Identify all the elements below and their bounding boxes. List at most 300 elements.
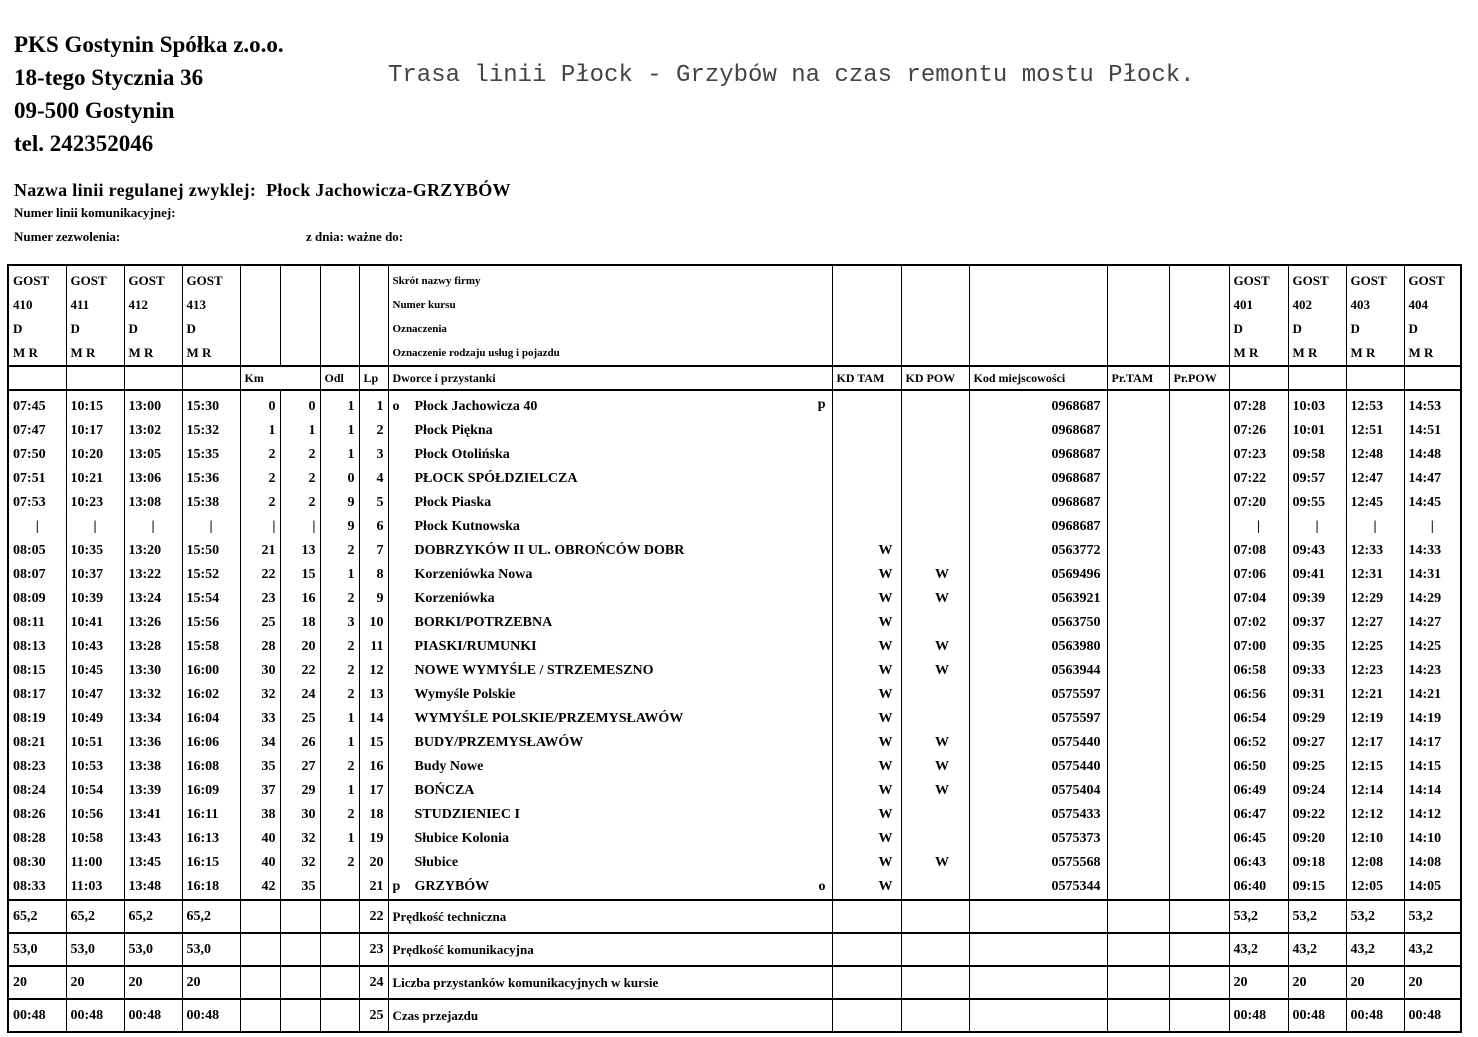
- km-value: 2: [240, 443, 280, 467]
- odl-value: 1: [320, 827, 359, 851]
- stop-name: Płock Piaska: [414, 495, 492, 510]
- course-header-type: M R: [1346, 341, 1404, 366]
- summary-value: 20: [1229, 966, 1288, 999]
- summary-label: Prędkość komunikacyjna: [388, 933, 832, 966]
- kd-pow-value: W: [901, 635, 969, 659]
- departure-time: 13:34: [124, 707, 182, 731]
- empty-cell: [320, 341, 359, 366]
- kod-value: 0968687: [969, 443, 1107, 467]
- empty-cell: [1169, 779, 1229, 803]
- kd-tam-header: KD TAM: [832, 366, 901, 390]
- empty-cell: [320, 933, 359, 966]
- empty-cell: [1107, 515, 1169, 539]
- km-value: 29: [280, 779, 320, 803]
- table-row: [8, 563, 1461, 587]
- stop-name: Korzeniówka Nowa: [414, 567, 533, 582]
- arrival-time: |: [1346, 515, 1404, 539]
- empty-cell: [1169, 683, 1229, 707]
- empty-cell: [280, 933, 320, 966]
- empty-cell: [1346, 366, 1404, 390]
- km-value: 2: [240, 491, 280, 515]
- empty-cell: [1107, 539, 1169, 563]
- summary-lp: 23: [359, 933, 388, 966]
- kd-pow-value: W: [901, 563, 969, 587]
- empty-cell: [359, 341, 388, 366]
- summary-value: 53,0: [182, 933, 240, 966]
- course-header-course: 402: [1288, 293, 1346, 317]
- arrival-time: 14:23: [1404, 659, 1461, 683]
- arrival-time: 09:57: [1288, 467, 1346, 491]
- arrival-time: 12:05: [1346, 875, 1404, 900]
- empty-cell: [901, 265, 969, 293]
- summary-lp: 24: [359, 966, 388, 999]
- stop-name-cell: [388, 827, 832, 851]
- stop-name: DOBRZYKÓW II UL. OBROŃCÓW DOBR: [414, 543, 685, 558]
- stop-name-cell: [388, 875, 832, 900]
- kod-value: 0569496: [969, 563, 1107, 587]
- stop-name: Korzeniówka: [414, 591, 495, 606]
- arrival-time: 09:43: [1288, 539, 1346, 563]
- arrival-time: 06:43: [1229, 851, 1288, 875]
- empty-cell: [280, 265, 320, 293]
- stop-name-cell: [388, 659, 832, 683]
- kd-tam-value: W: [832, 635, 901, 659]
- course-header-type: M R: [124, 341, 182, 366]
- empty-cell: [1107, 390, 1169, 419]
- summary-row: [8, 900, 1461, 933]
- stop-name: NOWE WYMYŚLE / STRZEMESZNO: [414, 663, 654, 678]
- lp-value: 3: [359, 443, 388, 467]
- lp-value: 8: [359, 563, 388, 587]
- kd-tam-value: W: [832, 803, 901, 827]
- odl-value: 1: [320, 443, 359, 467]
- km-value: 2: [280, 491, 320, 515]
- header-row-firm: [8, 265, 1461, 293]
- kd-pow-value: W: [901, 731, 969, 755]
- line-name-row: [14, 180, 521, 201]
- empty-cell: [1229, 366, 1288, 390]
- empty-cell: [280, 900, 320, 933]
- summary-value: 20: [66, 966, 124, 999]
- empty-cell: [280, 317, 320, 341]
- departure-time: 15:36: [182, 467, 240, 491]
- lp-value: 13: [359, 683, 388, 707]
- table-row: [8, 390, 1461, 419]
- empty-cell: [1169, 659, 1229, 683]
- departure-time: 10:21: [66, 467, 124, 491]
- empty-cell: [1107, 707, 1169, 731]
- empty-cell: [240, 933, 280, 966]
- empty-cell: [1107, 933, 1169, 966]
- departure-time: 13:08: [124, 491, 182, 515]
- arrival-time: 09:27: [1288, 731, 1346, 755]
- stop-name: Płock Piękna: [414, 423, 493, 438]
- course-header-type: M R: [1288, 341, 1346, 366]
- summary-label: Liczba przystanków komunikacyjnych w kursie: [388, 966, 832, 999]
- kod-value: 0968687: [969, 467, 1107, 491]
- kd-pow-value: W: [901, 755, 969, 779]
- km-value: 26: [280, 731, 320, 755]
- summary-value: 00:48: [1346, 999, 1404, 1032]
- stop-name: STUDZIENIEC I: [414, 807, 520, 822]
- kod-value: 0575404: [969, 779, 1107, 803]
- lp-value: 11: [359, 635, 388, 659]
- empty-cell: [1107, 875, 1169, 900]
- departure-time: 10:51: [66, 731, 124, 755]
- company-street: 18-tego Stycznia 36: [14, 65, 204, 90]
- course-header-mark: D: [8, 317, 66, 341]
- empty-cell: [240, 999, 280, 1032]
- stop-name-cell: [388, 635, 832, 659]
- kd-tam-value: [832, 467, 901, 491]
- departure-time: 10:53: [66, 755, 124, 779]
- stop-name-cell: [388, 731, 832, 755]
- km-value: 15: [280, 563, 320, 587]
- summary-value: 00:48: [1229, 999, 1288, 1032]
- table-row: [8, 851, 1461, 875]
- departure-time: 08:07: [8, 563, 66, 587]
- arrival-time: 14:15: [1404, 755, 1461, 779]
- lp-value: 20: [359, 851, 388, 875]
- arrival-time: 14:33: [1404, 539, 1461, 563]
- empty-cell: [901, 999, 969, 1032]
- arrival-time: 06:45: [1229, 827, 1288, 851]
- company-address: [14, 28, 284, 160]
- company-city: 09-500 Gostynin: [14, 98, 175, 123]
- stop-name: GRZYBÓW: [414, 879, 490, 894]
- table-row: [8, 779, 1461, 803]
- stop-marker: o: [392, 399, 400, 414]
- course-header-course: 404: [1404, 293, 1461, 317]
- kod-value: 0563980: [969, 635, 1107, 659]
- kod-value: 0563944: [969, 659, 1107, 683]
- table-row: [8, 515, 1461, 539]
- header-row-type: [8, 341, 1461, 366]
- kd-tam-value: W: [832, 827, 901, 851]
- summary-value: 53,0: [8, 933, 66, 966]
- empty-cell: [1169, 491, 1229, 515]
- kod-value: 0575440: [969, 731, 1107, 755]
- departure-time: 08:09: [8, 587, 66, 611]
- empty-cell: [1169, 755, 1229, 779]
- odl-value: 2: [320, 539, 359, 563]
- arrival-time: 09:22: [1288, 803, 1346, 827]
- line-info: [14, 180, 521, 249]
- lp-header: Lp: [359, 366, 388, 390]
- arrival-time: 06:52: [1229, 731, 1288, 755]
- arrival-time: 12:14: [1346, 779, 1404, 803]
- empty-cell: [1107, 779, 1169, 803]
- header-label-type: Oznaczenie rodzaju usług i pojazdu: [388, 341, 832, 366]
- empty-cell: [320, 265, 359, 293]
- table-row: [8, 731, 1461, 755]
- departure-time: 13:32: [124, 683, 182, 707]
- departure-time: 08:13: [8, 635, 66, 659]
- arrival-time: 09:35: [1288, 635, 1346, 659]
- empty-cell: [832, 317, 901, 341]
- empty-cell: [1107, 443, 1169, 467]
- arrival-time: 12:48: [1346, 443, 1404, 467]
- departure-time: |: [8, 515, 66, 539]
- departure-time: 13:28: [124, 635, 182, 659]
- stop-name-cell: [388, 443, 832, 467]
- departure-time: 08:19: [8, 707, 66, 731]
- arrival-time: 09:33: [1288, 659, 1346, 683]
- kod-value: 0575433: [969, 803, 1107, 827]
- kd-tam-value: W: [832, 875, 901, 900]
- kd-pow-header: KD POW: [901, 366, 969, 390]
- km-value: 22: [240, 563, 280, 587]
- departure-time: 13:24: [124, 587, 182, 611]
- km-header: Km: [240, 366, 320, 390]
- arrival-time: 12:17: [1346, 731, 1404, 755]
- arrival-time: |: [1288, 515, 1346, 539]
- course-header-firm: GOST: [1346, 265, 1404, 293]
- kd-pow-value: [901, 467, 969, 491]
- course-header-firm: GOST: [124, 265, 182, 293]
- empty-cell: [1169, 999, 1229, 1032]
- arrival-time: 07:06: [1229, 563, 1288, 587]
- course-header-firm: GOST: [66, 265, 124, 293]
- table-row: [8, 419, 1461, 443]
- empty-cell: [1169, 293, 1229, 317]
- course-header-firm: GOST: [1229, 265, 1288, 293]
- lp-value: 4: [359, 467, 388, 491]
- km-value: 28: [240, 635, 280, 659]
- kd-tam-value: W: [832, 707, 901, 731]
- empty-cell: [1169, 966, 1229, 999]
- lp-value: 2: [359, 419, 388, 443]
- arrival-time: |: [1404, 515, 1461, 539]
- arrival-time: 09:18: [1288, 851, 1346, 875]
- summary-value: 00:48: [1288, 999, 1346, 1032]
- departure-time: 08:11: [8, 611, 66, 635]
- kd-pow-value: W: [901, 851, 969, 875]
- kd-tam-value: W: [832, 683, 901, 707]
- kd-tam-value: W: [832, 587, 901, 611]
- table-row: [8, 467, 1461, 491]
- empty-cell: [240, 317, 280, 341]
- table-row: [8, 827, 1461, 851]
- km-value: 2: [280, 443, 320, 467]
- arrival-time: 12:25: [1346, 635, 1404, 659]
- odl-value: [320, 875, 359, 900]
- kd-pow-value: [901, 827, 969, 851]
- km-value: 18: [280, 611, 320, 635]
- kd-pow-value: [901, 611, 969, 635]
- empty-cell: [1107, 293, 1169, 317]
- arrival-time: 07:04: [1229, 587, 1288, 611]
- odl-value: 9: [320, 515, 359, 539]
- arrival-time: 06:54: [1229, 707, 1288, 731]
- empty-cell: [1169, 587, 1229, 611]
- empty-cell: [1107, 659, 1169, 683]
- table-row: [8, 491, 1461, 515]
- arrival-time: 12:31: [1346, 563, 1404, 587]
- summary-row: [8, 933, 1461, 966]
- summary-row: [8, 999, 1461, 1032]
- departure-time: 10:17: [66, 419, 124, 443]
- empty-cell: [1169, 539, 1229, 563]
- summary-value: 53,2: [1346, 900, 1404, 933]
- kd-tam-value: W: [832, 539, 901, 563]
- course-header-type: M R: [1404, 341, 1461, 366]
- arrival-time: 07:08: [1229, 539, 1288, 563]
- km-value: 1: [280, 419, 320, 443]
- kod-value: 0575597: [969, 683, 1107, 707]
- odl-value: 0: [320, 467, 359, 491]
- pr-tam-header: Pr.TAM: [1107, 366, 1169, 390]
- course-header-firm: GOST: [1288, 265, 1346, 293]
- kd-pow-value: [901, 875, 969, 900]
- km-value: 40: [240, 827, 280, 851]
- summary-row: [8, 966, 1461, 999]
- km-value: 33: [240, 707, 280, 731]
- empty-cell: [359, 317, 388, 341]
- departure-time: 10:56: [66, 803, 124, 827]
- timetable: [7, 264, 1462, 1033]
- odl-value: 2: [320, 803, 359, 827]
- departure-time: 10:15: [66, 390, 124, 419]
- summary-lp: 22: [359, 900, 388, 933]
- km-value: 27: [280, 755, 320, 779]
- odl-value: 2: [320, 635, 359, 659]
- empty-cell: [969, 341, 1107, 366]
- empty-cell: [1169, 900, 1229, 933]
- stop-name-cell: [388, 563, 832, 587]
- arrival-time: 12:08: [1346, 851, 1404, 875]
- arrival-time: 06:56: [1229, 683, 1288, 707]
- departure-time: 08:17: [8, 683, 66, 707]
- course-header-type: M R: [66, 341, 124, 366]
- stop-name-cell: [388, 390, 832, 419]
- departure-time: 13:39: [124, 779, 182, 803]
- empty-cell: [832, 999, 901, 1032]
- departure-time: 16:06: [182, 731, 240, 755]
- lp-value: 1: [359, 390, 388, 419]
- empty-cell: [1107, 900, 1169, 933]
- kd-pow-value: [901, 443, 969, 467]
- departure-time: 08:15: [8, 659, 66, 683]
- stop-name-cell: [388, 539, 832, 563]
- summary-label: Czas przejazdu: [388, 999, 832, 1032]
- km-value: |: [240, 515, 280, 539]
- empty-cell: [901, 966, 969, 999]
- arrival-time: 06:40: [1229, 875, 1288, 900]
- table-row: [8, 611, 1461, 635]
- departure-time: 16:18: [182, 875, 240, 900]
- header-label-mark: Oznaczenia: [388, 317, 832, 341]
- arrival-time: 14:45: [1404, 491, 1461, 515]
- timetable-body: [8, 265, 1461, 1032]
- km-value: 30: [280, 803, 320, 827]
- course-header-course: 401: [1229, 293, 1288, 317]
- departure-time: 13:22: [124, 563, 182, 587]
- stop-name-cell: [388, 515, 832, 539]
- empty-cell: [1107, 317, 1169, 341]
- stop-marker: p: [392, 879, 401, 894]
- stop-name: PŁOCK SPÓŁDZIELCZA: [414, 471, 578, 486]
- arrival-time: 06:58: [1229, 659, 1288, 683]
- kd-pow-value: [901, 683, 969, 707]
- empty-cell: [1169, 390, 1229, 419]
- empty-cell: [8, 366, 66, 390]
- kod-header: Kod miejscowości: [969, 366, 1107, 390]
- km-value: 38: [240, 803, 280, 827]
- lp-value: 6: [359, 515, 388, 539]
- lp-value: 5: [359, 491, 388, 515]
- summary-value: 00:48: [8, 999, 66, 1032]
- course-header-mark: D: [1229, 317, 1288, 341]
- arrival-time: 07:20: [1229, 491, 1288, 515]
- stop-name: Wymyśle Polskie: [414, 687, 516, 702]
- km-value: 32: [280, 851, 320, 875]
- km-value: 16: [280, 587, 320, 611]
- arrival-time: 12:51: [1346, 419, 1404, 443]
- departure-time: 13:30: [124, 659, 182, 683]
- summary-value: 43,2: [1346, 933, 1404, 966]
- odl-value: 1: [320, 779, 359, 803]
- kd-pow-value: [901, 539, 969, 563]
- summary-value: 53,2: [1288, 900, 1346, 933]
- arrival-time: 14:47: [1404, 467, 1461, 491]
- stop-name: Słubice Kolonia: [414, 831, 510, 846]
- pr-pow-header: Pr.POW: [1169, 366, 1229, 390]
- kod-value: 0968687: [969, 491, 1107, 515]
- empty-cell: [832, 265, 901, 293]
- kd-tam-value: W: [832, 611, 901, 635]
- empty-cell: [320, 966, 359, 999]
- empty-cell: [1107, 635, 1169, 659]
- course-header-course: 412: [124, 293, 182, 317]
- kd-tam-value: [832, 491, 901, 515]
- departure-time: 10:35: [66, 539, 124, 563]
- arrival-time: 14:31: [1404, 563, 1461, 587]
- empty-cell: [1107, 966, 1169, 999]
- empty-cell: [66, 366, 124, 390]
- empty-cell: [240, 341, 280, 366]
- empty-cell: [240, 265, 280, 293]
- empty-cell: [280, 999, 320, 1032]
- arrival-time: 06:47: [1229, 803, 1288, 827]
- arrival-time: 07:22: [1229, 467, 1288, 491]
- arrival-time: 07:23: [1229, 443, 1288, 467]
- arrival-time: 14:25: [1404, 635, 1461, 659]
- stop-name-cell: [388, 419, 832, 443]
- departure-time: 08:23: [8, 755, 66, 779]
- empty-cell: [1169, 317, 1229, 341]
- summary-value: 20: [1346, 966, 1404, 999]
- km-value: 25: [240, 611, 280, 635]
- departure-time: 08:21: [8, 731, 66, 755]
- departure-time: 08:05: [8, 539, 66, 563]
- table-row: [8, 755, 1461, 779]
- course-header-type: M R: [8, 341, 66, 366]
- empty-cell: [1107, 803, 1169, 827]
- departure-time: 10:54: [66, 779, 124, 803]
- departure-time: 10:41: [66, 611, 124, 635]
- permit-dates: z dnia: ważne do:: [306, 229, 404, 244]
- empty-cell: [969, 966, 1107, 999]
- empty-cell: [901, 933, 969, 966]
- kd-tam-value: [832, 443, 901, 467]
- departure-time: 13:02: [124, 419, 182, 443]
- km-value: 32: [240, 683, 280, 707]
- company-name: PKS Gostynin Spółka z.o.o.: [14, 32, 284, 57]
- summary-value: 00:48: [66, 999, 124, 1032]
- stop-name-cell: [388, 707, 832, 731]
- departure-time: 15:58: [182, 635, 240, 659]
